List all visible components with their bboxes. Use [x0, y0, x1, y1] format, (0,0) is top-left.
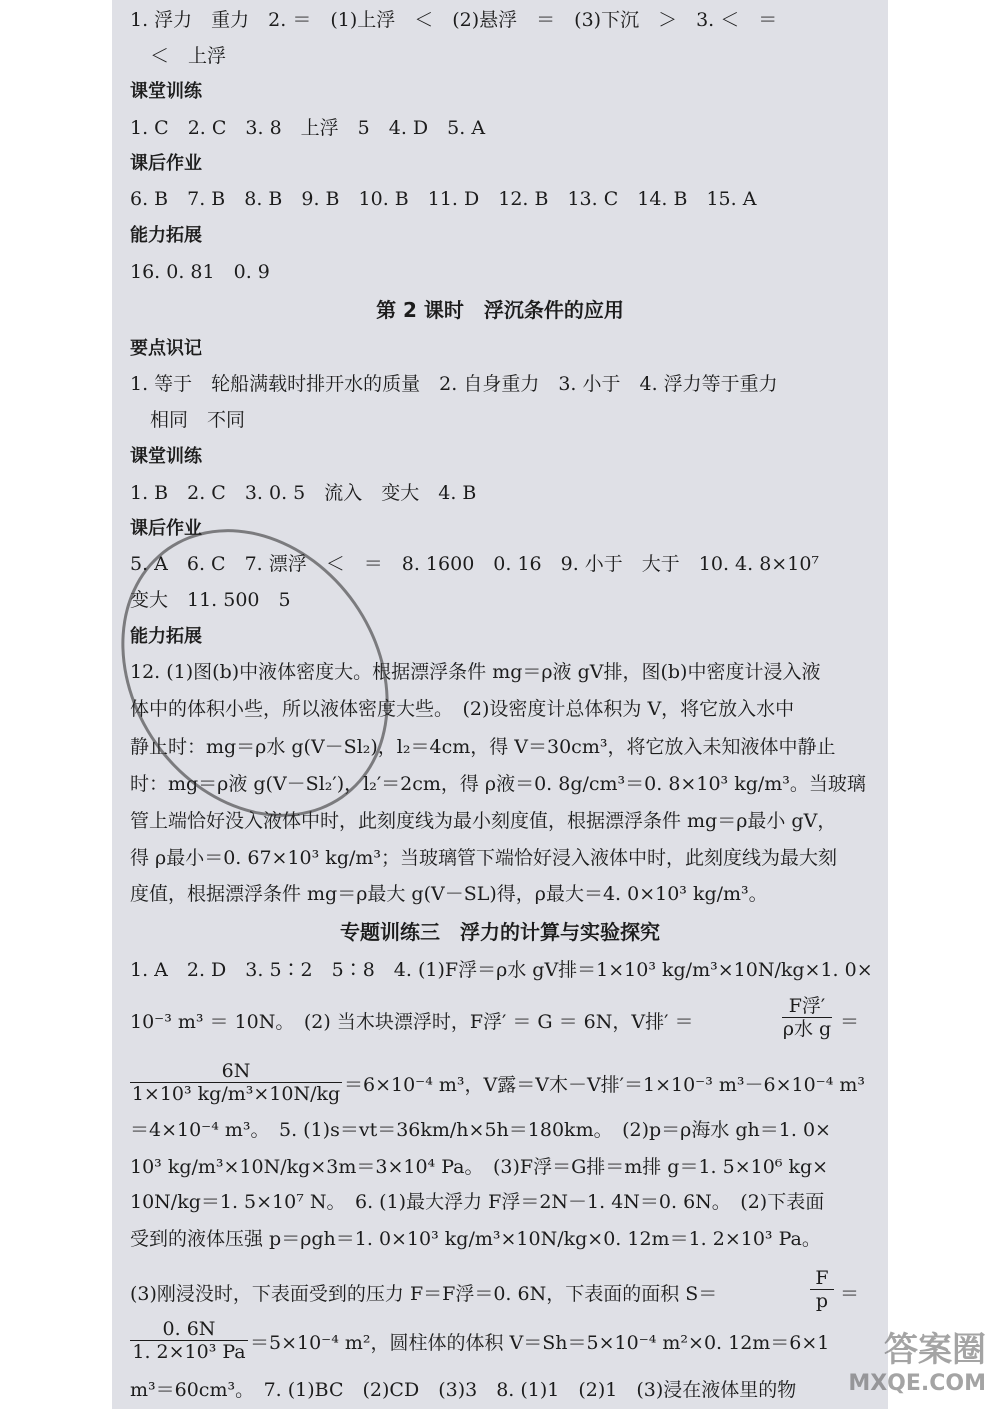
fraction-denominator: ρ水 g — [782, 1018, 832, 1040]
answer-line: 6. B 7. B 8. B 9. B 10. B 11. D 12. B 13. C 14. B 15. A — [130, 188, 757, 210]
answer-line: 1. B 2. C 3. 0. 5 流入 变大 4. B — [130, 482, 477, 504]
section-heading: 课堂训练 — [130, 81, 202, 102]
answer-line: 度值，根据漂浮条件 mg＝ρ最大 g(V－SL)得，ρ最大＝4. 0×10³ kg/m³。 — [130, 883, 768, 905]
answer-line: 时：mg＝ρ液 g(V－Sl₂′)，l₂′＝2cm，得 ρ液＝0. 8g/cm³＝0. 8×10³ kg/m³。当玻璃 — [130, 773, 866, 795]
answer-line: 相同 不同 — [150, 409, 246, 431]
fraction-denominator: 1. 2×10³ Pa — [132, 1341, 246, 1363]
fraction-volume — [130, 1060, 342, 1105]
lesson-title: 第 2 课时 浮沉条件的应用 — [376, 298, 624, 322]
fraction-area — [130, 1318, 248, 1363]
fraction-denominator: 1×10³ kg/m³×10N/kg — [131, 1083, 341, 1105]
answer-line: 1. 等于 轮船满载时排开水的质量 2. 自身重力 3. 小于 4. 浮力等于重力 — [130, 373, 778, 395]
answer-line: 体中的体积小些，所以液体密度大些。 (2)设密度计总体积为 V，将它放入水中 — [130, 698, 795, 720]
right-margin — [888, 0, 1000, 1409]
fraction-numerator: 6N — [221, 1060, 251, 1082]
answer-line: 5. A 6. C 7. 漂浮 ＜ ＝ 8. 1600 0. 16 9. 小于 大于 10. 4. 8×10⁷ — [130, 553, 820, 575]
answer-line: ＜ 上浮 — [150, 45, 227, 67]
watermark-brand: 答案圈 — [884, 1330, 986, 1370]
fraction-buoyancy-over-density — [782, 995, 832, 1040]
fraction-numerator: F浮′ — [788, 995, 826, 1017]
answer-line: 1. A 2. D 3. 5∶2 5∶8 4. (1)F浮＝ρ水 gV排＝1×10³ kg/m³×10N/kg×1. 0× — [130, 959, 873, 981]
answer-line: 16. 0. 81 0. 9 — [130, 261, 270, 283]
answer-line: ＝5×10⁻⁴ m²，圆柱体的体积 V＝Sh＝5×10⁻⁴ m²×0. 12m＝6×1 — [250, 1332, 830, 1354]
topic-title: 专题训练三 浮力的计算与实验探究 — [340, 920, 660, 944]
section-heading: 要点识记 — [130, 338, 202, 359]
watermark-url: MXQE.COM — [848, 1371, 986, 1396]
section-heading: 课堂训练 — [130, 446, 202, 467]
equals-sign: ＝ — [840, 1011, 860, 1033]
answer-line: 变大 11. 500 5 — [130, 589, 291, 611]
answer-line: 10N/kg＝1. 5×10⁷ N。 6. (1)最大浮力 F浮＝2N－1. 4N＝0. 6N。 (2)下表面 — [130, 1191, 825, 1213]
answer-line: 1. C 2. C 3. 8 上浮 5 4. D 5. A — [130, 117, 486, 139]
answer-line: 12. (1)图(b)中液体密度大。根据漂浮条件 mg＝ρ液 gV排，图(b)中密度计浸入液 — [130, 661, 821, 683]
answer-line: 得 ρ最小＝0. 67×10³ kg/m³；当玻璃管下端恰好浸入液体中时，此刻度线为最大刻 — [130, 847, 838, 869]
answer-line: 管上端恰好没入液体中时，此刻度线为最小刻度值，根据漂浮条件 mg＝ρ最小 gV， — [130, 810, 837, 832]
fraction-denominator: p — [815, 1290, 829, 1312]
answer-line: ＝6×10⁻⁴ m³，V露＝V木－V排′＝1×10⁻³ m³－6×10⁻⁴ m³ — [344, 1074, 865, 1096]
fraction-force-over-pressure — [810, 1267, 834, 1312]
section-heading: 能力拓展 — [130, 225, 202, 246]
answer-line: m³＝60cm³。 7. (1)BC (2)CD (3)3 8. (1)1 (2)1 (3)浸在液体里的物 — [130, 1379, 797, 1401]
answer-line: 受到的液体压强 p＝ρgh＝1. 0×10³ kg/m³×10N/kg×0. 12m＝1. 2×10³ Pa。 — [130, 1228, 821, 1250]
answer-line: (3)刚浸没时，下表面受到的压力 F＝F浮＝0. 6N，下表面的面积 S＝ — [130, 1283, 718, 1305]
equals-sign: ＝ — [840, 1283, 860, 1305]
answer-line: 1. 浮力 重力 2. ＝ (1)上浮 ＜ (2)悬浮 ＝ (3)下沉 ＞ 3. ＜ ＝ — [130, 9, 778, 31]
fraction-numerator: F — [815, 1267, 829, 1289]
site-watermark — [848, 1330, 986, 1401]
fraction-numerator: 0. 6N — [162, 1318, 216, 1340]
answer-line: 10³ kg/m³×10N/kg×3m＝3×10⁴ Pa。 (3)F浮＝G排＝m排 g＝1. 5×10⁶ kg× — [130, 1156, 829, 1178]
answer-line: 静止时：mg＝ρ水 g(V－Sl₂)，l₂＝4cm，得 V＝30cm³，将它放入未知液体中静止 — [130, 736, 836, 758]
answer-line: 10⁻³ m³ ＝ 10N。 (2) 当木块漂浮时，F浮′ ＝ G ＝ 6N，V排′ ＝ — [130, 1011, 694, 1033]
section-heading: 能力拓展 — [130, 626, 202, 647]
section-heading: 课后作业 — [130, 518, 202, 539]
left-margin — [0, 0, 112, 1409]
section-heading: 课后作业 — [130, 153, 202, 174]
answer-line: ＝4×10⁻⁴ m³。 5. (1)s＝vt＝36km/h×5h＝180km。 (2)p＝ρ海水 gh＝1. 0× — [130, 1119, 831, 1141]
